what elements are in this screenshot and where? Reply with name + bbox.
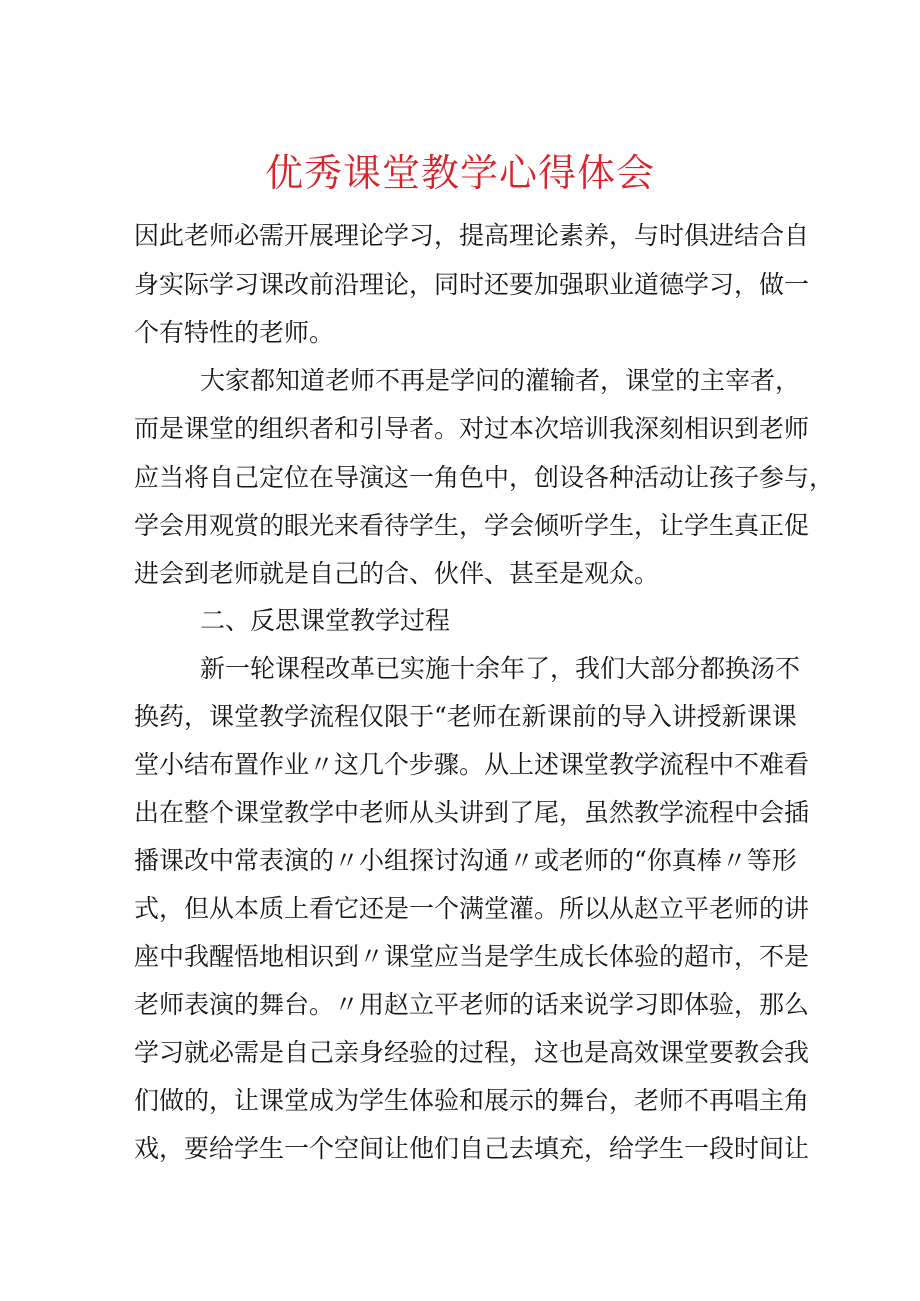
- paragraph-line: 个有特性的老师。: [134, 318, 335, 347]
- section-heading: 二、反思课堂教学过程: [200, 606, 451, 635]
- document-title: 优秀课堂教学心得体会: [264, 151, 655, 195]
- paragraph-line: 学习就必需是自己亲身经验的过程，这也是高效课堂要教会我: [134, 1038, 810, 1067]
- paragraph-line: 大家都知道老师不再是学问的灌输者，课堂的主宰者，: [200, 366, 801, 395]
- paragraph-line: 身实际学习课改前沿理论，同时还要加强职业道德学习，做一: [134, 270, 810, 299]
- paragraph-line: 播课改中常表演的〃小组探讨沟通〃或老师的“你真棒〃等形: [134, 846, 797, 875]
- paragraph-line: 式，但从本质上看它还是一个满堂灌。所以从赵立平老师的讲: [134, 894, 810, 923]
- paragraph-line: 堂小结布置作业〃这几个步骤。从上述课堂教学流程中不难看: [134, 750, 810, 779]
- paragraph-line: 新一轮课程改革已实施十余年了，我们大部分都换汤不: [200, 654, 801, 683]
- paragraph-line: 而是课堂的组织者和引导者。对过本次培训我深刻相识到老师: [134, 414, 810, 443]
- paragraph-line: 们做的，让课堂成为学生体验和展示的舞台，老师不再唱主角: [134, 1086, 810, 1115]
- paragraph-line: 戏，要给学生一个空间让他们自己去填充，给学生一段时间让: [134, 1134, 810, 1163]
- paragraph-line: 应当将自己定位在导演这一角色中，创设各种活动让孩子参与，: [134, 463, 835, 492]
- paragraph-line: 因此老师必需开展理论学习，提高理论素养，与时俱进结合自: [134, 221, 810, 250]
- paragraph-line: 老师表演的舞台。〃用赵立平老师的话来说学习即体验，那么: [134, 990, 810, 1019]
- paragraph-line: 出在整个课堂教学中老师从头讲到了尾，虽然教学流程中会插: [134, 798, 810, 827]
- paragraph-line: 学会用观赏的眼光来看待学生，学会倾听学生，让学生真正促: [134, 511, 810, 540]
- paragraph-line: 换药，课堂教学流程仅限于“老师在新课前的导入讲授新课课: [134, 702, 797, 731]
- paragraph-line: 进会到老师就是自己的合、伙伴、甚至是观众。: [134, 559, 660, 588]
- paragraph-line: 座中我醒悟地相识到〃课堂应当是学生成长体验的超市，不是: [134, 942, 810, 971]
